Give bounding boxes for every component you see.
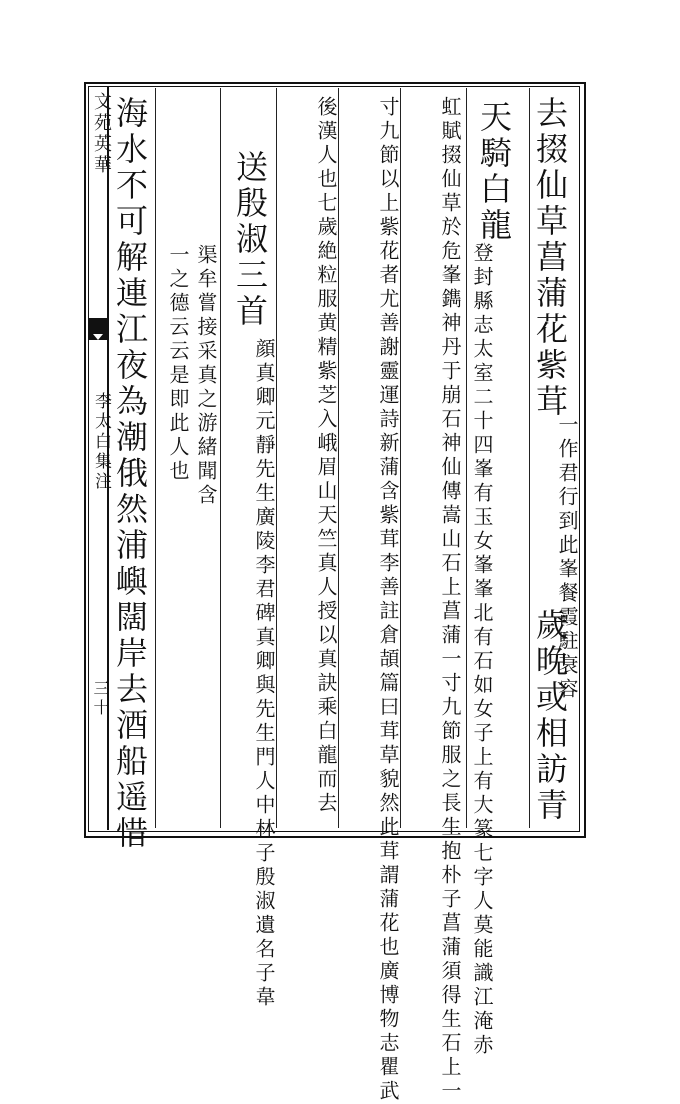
- column-rule: [529, 88, 530, 828]
- text-column: 去掇仙草菖蒲花紫茸: [531, 96, 569, 420]
- fish-tail-mark: [89, 318, 107, 340]
- annotation-column: 虹賦掇仙草於危峯鐫神丹于崩石神仙傳嵩山石上菖蒲一寸九節服之長生抱朴子菖蒲須得生石上一: [438, 96, 462, 1104]
- column-rule: [220, 88, 221, 828]
- column-rule: [155, 88, 156, 828]
- text-column: 歲晚或相訪青: [531, 608, 569, 824]
- annotation-column: 寸九節以上紫花者尤善謝靈運詩新蒲含紫茸李善註倉頡篇曰茸草貌然此茸謂蒲花也廣博物志瞿武: [376, 96, 400, 1104]
- annotation-column: 後漢人也七歲絶粒服黄精紫芝入峨眉山天竺真人授以真訣乘白龍而去: [314, 96, 338, 816]
- annotation-column: 渠牟嘗接采真之游緒聞含: [194, 244, 218, 508]
- text-column: 海水不可解連江夜為潮俄然浦嶼闊岸去酒船遥惜: [111, 96, 149, 852]
- annotation-column: 一作君行到此峯餐霞駐衰容: [555, 414, 579, 702]
- column-rule: [338, 88, 339, 828]
- text-column: 送殷淑三首: [231, 150, 269, 330]
- column-rule: [276, 88, 277, 828]
- annotation-column: 登封縣志太室二十四峯有玉女峯峯北有石如女子上有大篆七字人莫能識江淹赤: [470, 242, 494, 1058]
- text-column: 天騎白龍: [475, 100, 513, 244]
- annotation-column: 顔真卿元靜先生廣陵李君碑真卿與先生門人中林子殷淑遺名子韋: [252, 338, 276, 1010]
- annotation-column: 一之德云云是即此人也: [166, 244, 190, 484]
- margin-page-number: 三十: [91, 680, 110, 718]
- margin-head-text: 文苑英華: [91, 92, 112, 176]
- margin-book-title: 李太白集注: [91, 392, 111, 492]
- column-rule: [400, 88, 401, 828]
